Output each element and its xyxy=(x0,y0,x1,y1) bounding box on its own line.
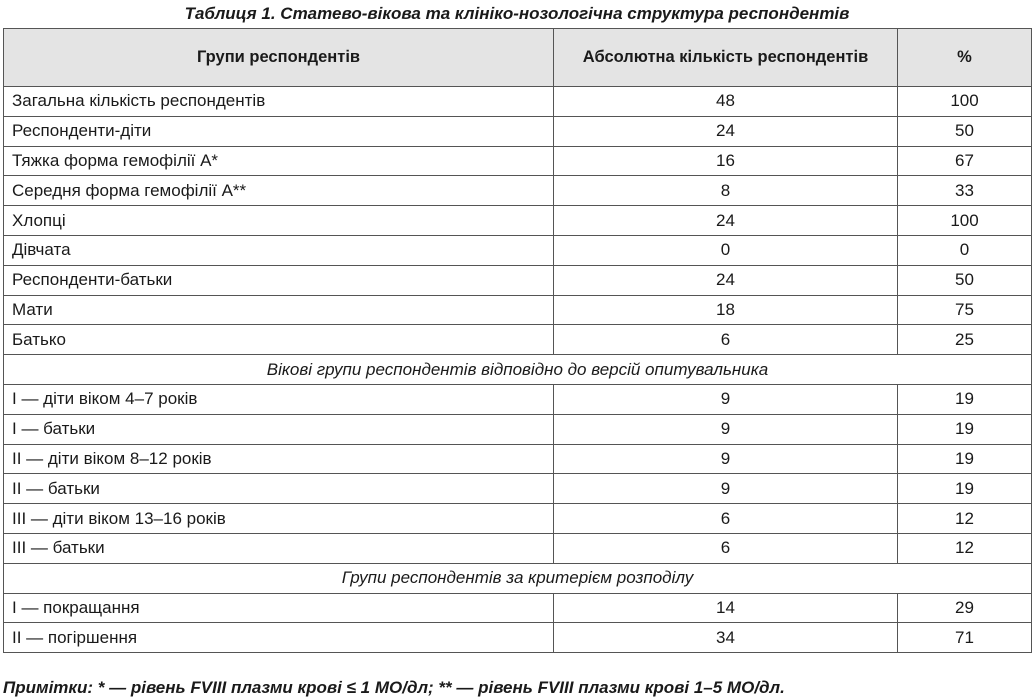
row-absolute: 24 xyxy=(554,265,898,295)
header-row xyxy=(4,29,1032,87)
row-label: I — батьки xyxy=(4,414,554,444)
row-percent: 19 xyxy=(898,414,1032,444)
row-percent: 50 xyxy=(898,116,1032,146)
table-row xyxy=(4,295,1032,325)
row-percent: 75 xyxy=(898,295,1032,325)
row-absolute: 8 xyxy=(554,176,898,206)
row-percent: 19 xyxy=(898,384,1032,414)
row-label: III — батьки xyxy=(4,533,554,563)
table-row xyxy=(4,146,1032,176)
row-percent: 29 xyxy=(898,593,1032,623)
header-absolute: Абсолютна кількість респондентів xyxy=(554,29,898,87)
header-group: Групи респондентів xyxy=(4,29,554,87)
table-body xyxy=(4,87,1032,653)
row-absolute: 6 xyxy=(554,533,898,563)
table-row xyxy=(4,444,1032,474)
row-percent: 71 xyxy=(898,623,1032,653)
section-row-age xyxy=(4,355,1032,385)
row-absolute: 14 xyxy=(554,593,898,623)
row-percent: 50 xyxy=(898,265,1032,295)
row-percent: 19 xyxy=(898,444,1032,474)
row-label: Загальна кількість респондентів xyxy=(4,87,554,117)
section-heading-age: Вікові групи респондентів відповідно до версій опитувальника xyxy=(4,355,1032,385)
row-absolute: 18 xyxy=(554,295,898,325)
row-absolute: 24 xyxy=(554,206,898,236)
row-percent: 25 xyxy=(898,325,1032,355)
row-absolute: 9 xyxy=(554,384,898,414)
section-row-distribution xyxy=(4,563,1032,593)
row-label: Дівчата xyxy=(4,235,554,265)
row-absolute: 34 xyxy=(554,623,898,653)
row-label: Батько xyxy=(4,325,554,355)
table-row xyxy=(4,265,1032,295)
table-row xyxy=(4,87,1032,117)
row-percent: 0 xyxy=(898,235,1032,265)
table-row xyxy=(4,116,1032,146)
row-absolute: 9 xyxy=(554,474,898,504)
table-row xyxy=(4,504,1032,534)
table-row xyxy=(4,235,1032,265)
table-row xyxy=(4,623,1032,653)
row-label: Середня форма гемофілії А** xyxy=(4,176,554,206)
section-heading-distribution: Групи респондентів за критерієм розподілу xyxy=(4,563,1032,593)
row-percent: 33 xyxy=(898,176,1032,206)
row-percent: 12 xyxy=(898,533,1032,563)
row-label: Мати xyxy=(4,295,554,325)
table-row xyxy=(4,325,1032,355)
row-label: Респонденти-батьки xyxy=(4,265,554,295)
row-absolute: 9 xyxy=(554,414,898,444)
table-row xyxy=(4,206,1032,236)
row-label: I — покращання xyxy=(4,593,554,623)
header-percent: % xyxy=(898,29,1032,87)
table-row xyxy=(4,533,1032,563)
table-notes: Примітки: * — рівень FVIII плазми крові ≤ 1 МО/дл; ** — рівень FVIII плазми крові 1–5 МО/дл. xyxy=(3,678,785,697)
row-label: II — діти віком 8–12 років xyxy=(4,444,554,474)
row-percent: 100 xyxy=(898,87,1032,117)
row-percent: 12 xyxy=(898,504,1032,534)
table-row xyxy=(4,414,1032,444)
table-row xyxy=(4,474,1032,504)
row-label: II — батьки xyxy=(4,474,554,504)
row-absolute: 24 xyxy=(554,116,898,146)
row-label: Хлопці xyxy=(4,206,554,236)
row-label: Тяжка форма гемофілії А* xyxy=(4,146,554,176)
table-header xyxy=(4,29,1032,87)
row-percent: 100 xyxy=(898,206,1032,236)
row-percent: 67 xyxy=(898,146,1032,176)
row-label: Респонденти-діти xyxy=(4,116,554,146)
row-label: II — погіршення xyxy=(4,623,554,653)
row-absolute: 9 xyxy=(554,444,898,474)
table-caption: Таблиця 1. Статево-вікова та клініко-нозологічна структура респондентів xyxy=(184,4,850,23)
row-label: III — діти віком 13–16 років xyxy=(4,504,554,534)
table-row xyxy=(4,593,1032,623)
table-row xyxy=(4,176,1032,206)
respondents-table xyxy=(3,28,1032,653)
row-absolute: 16 xyxy=(554,146,898,176)
row-absolute: 6 xyxy=(554,325,898,355)
row-absolute: 48 xyxy=(554,87,898,117)
row-absolute: 6 xyxy=(554,504,898,534)
row-absolute: 0 xyxy=(554,235,898,265)
table-row xyxy=(4,384,1032,414)
row-label: I — діти віком 4–7 років xyxy=(4,384,554,414)
row-percent: 19 xyxy=(898,474,1032,504)
